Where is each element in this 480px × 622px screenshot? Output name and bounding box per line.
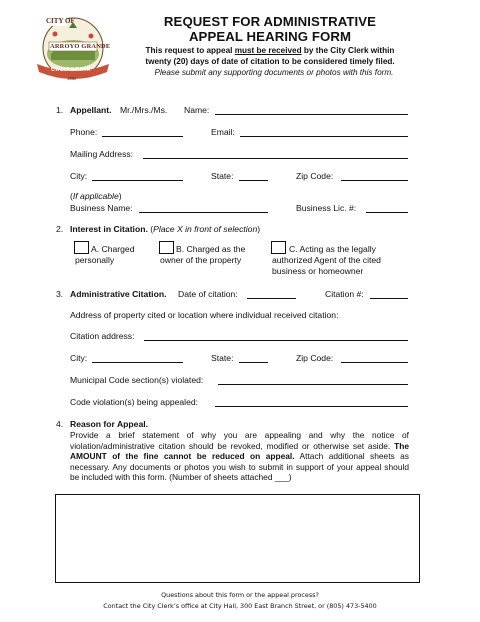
citation-city-field[interactable]	[92, 362, 183, 363]
salutation-label: Mr./Mrs./Ms.	[120, 105, 168, 115]
citation-address-field[interactable]	[144, 340, 408, 341]
mailing-address-label: Mailing Address:	[70, 149, 134, 159]
option-c-label: C. Acting as the legally authorized Agent of the cited business or homeowner	[272, 244, 381, 276]
reason-for-appeal-heading: Reason for Appeal.	[70, 419, 148, 429]
zip-label: Zip Code:	[296, 171, 334, 181]
date-of-citation-field[interactable]	[247, 298, 296, 299]
footer-contact: Contact the City Clerk’s office at City Hall, 300 East Branch Street, or (805) 473-5400	[103, 602, 377, 610]
municipal-code-label: Municipal Code section(s) violated:	[70, 375, 204, 385]
name-field[interactable]	[215, 114, 408, 115]
city-field[interactable]	[92, 180, 183, 181]
business-license-label: Business Lic. #:	[296, 203, 357, 213]
footer-questions: Questions about this form or the appeal process?	[161, 591, 319, 599]
code-appealed-field[interactable]	[215, 406, 408, 407]
form-title-line1: REQUEST FOR ADMINISTRATIVE	[163, 14, 377, 29]
citation-state-label: State:	[211, 353, 234, 363]
name-label: Name:	[184, 105, 210, 115]
section-4-number: 4.	[56, 419, 64, 429]
reason-instructions: Provide a brief statement of why you are appealing and why the notice of violation/administrative citation should be revoked, modified or otherwise set aside. The AMOUNT of the fine cannot be reduced on appeal. Attach additional sheets as necessary. Any documents or photos you wish to submit in support of your appeal should be included with this form. (Number of sheets attached ___)	[70, 430, 409, 483]
business-license-field[interactable]	[366, 212, 408, 213]
logo-top-text: CITY OF	[46, 17, 75, 25]
logo-state: CALIFORNIA	[51, 67, 91, 73]
admin-citation-heading: Administrative Citation.	[70, 289, 167, 299]
citation-city-label: City:	[70, 353, 88, 363]
email-field[interactable]	[240, 136, 408, 137]
appellant-heading: Appellant.	[70, 105, 112, 115]
state-label: State:	[211, 171, 234, 181]
city-logo	[31, 14, 115, 84]
city-label: City:	[70, 171, 88, 181]
business-name-field[interactable]	[139, 212, 268, 213]
section-2-number: 2.	[56, 224, 64, 234]
logo-city-name: ARROYO GRANDE	[50, 43, 111, 50]
reason-statement-box[interactable]	[55, 494, 420, 583]
date-of-citation-label: Date of citation:	[178, 289, 238, 299]
if-applicable-note: (If applicable)	[70, 191, 122, 201]
timely-filing-notice-line2: twenty (20) days of date of citation to be considered timely filed.	[145, 57, 395, 66]
interest-heading-row: Interest in Citation. (Place X in front of selection)	[70, 224, 261, 234]
citation-state-field[interactable]	[239, 362, 268, 363]
code-appealed-label: Code violation(s) being appealed:	[70, 397, 199, 407]
logo-year: 1862	[67, 76, 77, 81]
citation-number-label: Citation #:	[325, 289, 364, 299]
municipal-code-field[interactable]	[218, 384, 408, 385]
form-title-line2: APPEAL HEARING FORM	[188, 29, 352, 44]
mailing-address-field[interactable]	[143, 158, 408, 159]
citation-zip-field[interactable]	[341, 362, 408, 363]
option-b-label: B. Charged as the owner of the property	[160, 244, 246, 265]
supporting-documents-note: Please submit any supporting documents or photos with this form.	[154, 68, 394, 77]
section-3-number: 3.	[56, 289, 64, 299]
option-a-label: A. Charged personally	[75, 244, 135, 265]
citation-zip-label: Zip Code:	[296, 353, 334, 363]
address-prompt: Address of property cited or location where individual received citation:	[70, 310, 339, 320]
citation-address-label: Citation address:	[70, 331, 135, 341]
citation-number-field[interactable]	[370, 298, 408, 299]
email-label: Email:	[211, 127, 235, 137]
zip-field[interactable]	[341, 180, 408, 181]
business-name-label: Business Name:	[70, 203, 133, 213]
phone-label: Phone:	[70, 127, 98, 137]
state-field[interactable]	[239, 180, 268, 181]
timely-filing-notice: This request to appeal must be received by the City Clerk within	[145, 46, 395, 55]
phone-field[interactable]	[102, 136, 183, 137]
section-1-number: 1.	[56, 105, 64, 115]
